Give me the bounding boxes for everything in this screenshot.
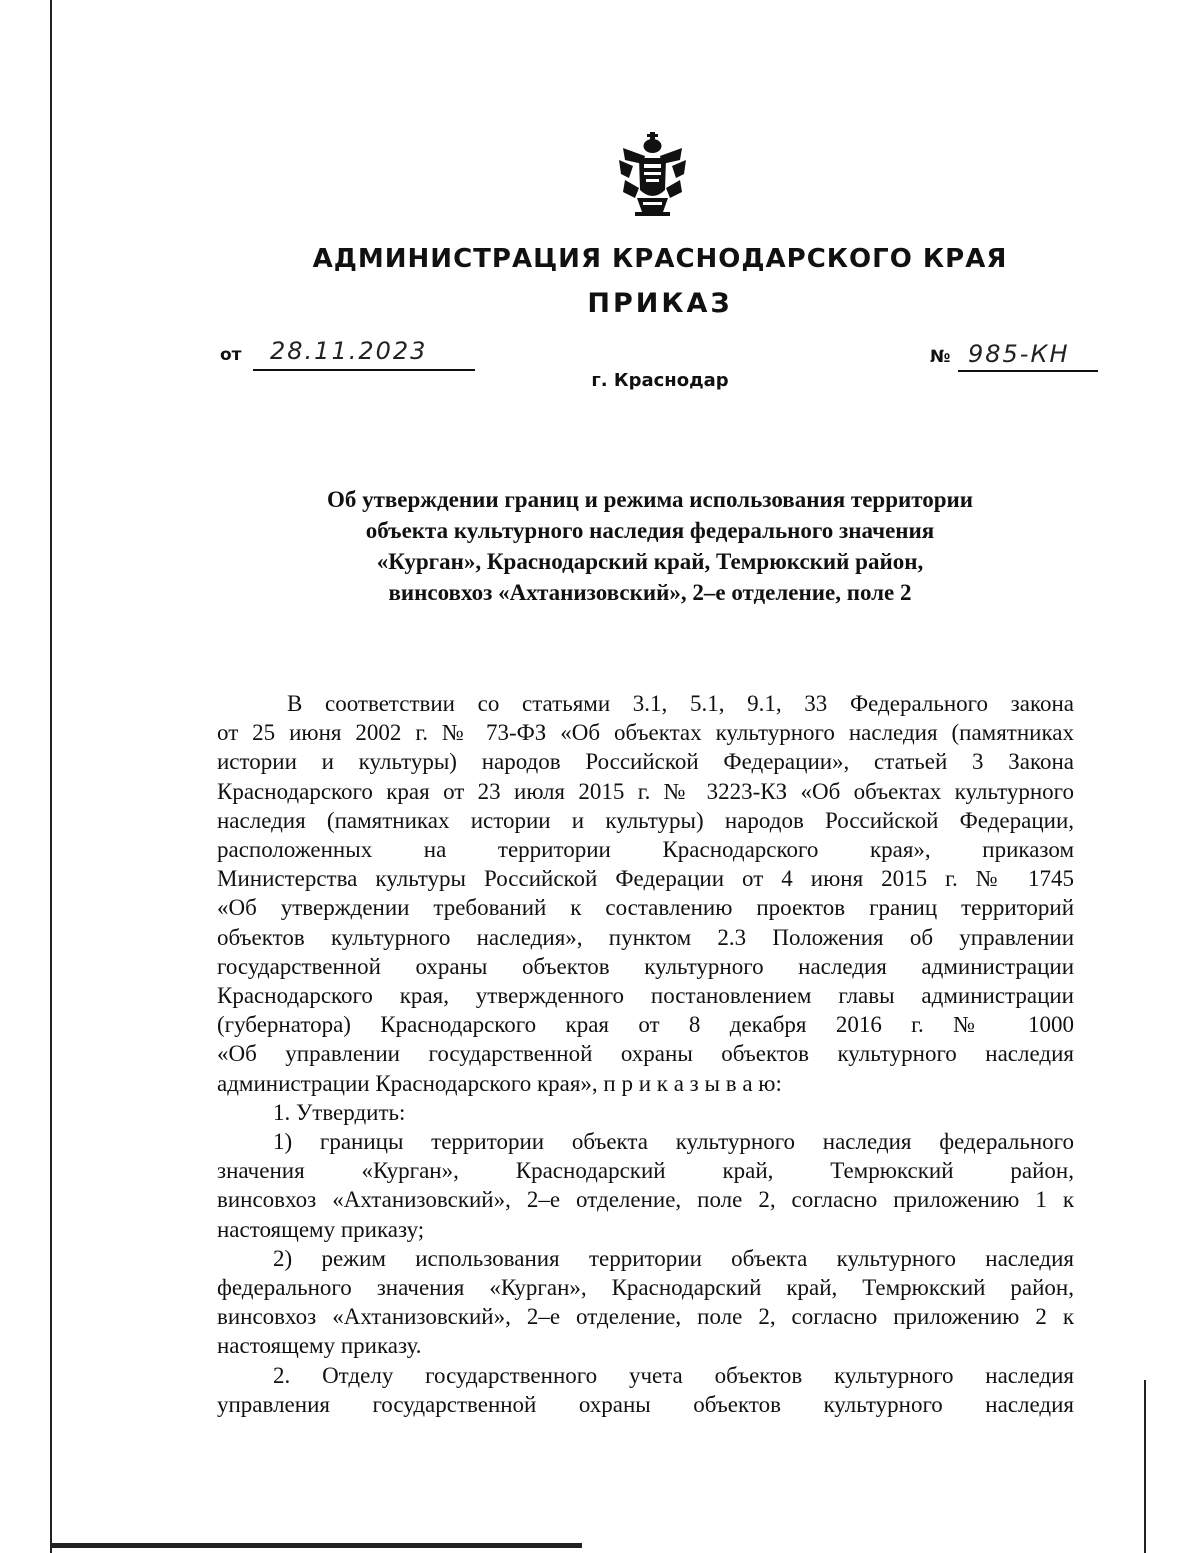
date-value-handwritten: 28.11.2023 [270,337,428,365]
body-line: 2) режим использования территории объекта культурного наследия [273,1245,1074,1271]
body-line: настоящему приказу. [217,1333,422,1359]
scan-edge-right [1144,1380,1146,1553]
body-line: «Об утверждении требований к составлению проектов границ территорий [217,895,1074,921]
body-line: государственной охраны объектов культурного наследия администрации [217,953,1074,979]
date-label: от [220,345,242,365]
body-line: администрации Краснодарского края», п р и к а з ы в а ю: [217,1070,782,1096]
body-line: 1. Утвердить: [273,1099,406,1125]
document-body [217,689,1074,1419]
number-value-handwritten: 985-КН [968,340,1070,368]
body-line: «Об управлении государственной охраны объектов культурного наследия [217,1041,1074,1067]
city-name: г. Краснодар [591,370,729,391]
body-line: (губернатора) Краснодарского края от 8 декабря 2016 г. № 1000 [217,1012,1074,1038]
body-line: 1) границы территории объекта культурного наследия федерального [273,1129,1074,1155]
title-line: Об утверждении границ и режима использования территории [326,487,974,512]
title-line: винсовхоз «Ахтанизовский», 2–е отделение, поле 2 [388,580,912,605]
body-line: федерального значения «Курган», Краснодарский край, Темрюкский район, [217,1275,1074,1301]
document-type: ПРИКАЗ [587,288,733,319]
body-line: В соответствии со статьями 3.1, 5.1, 9.1, 33 Федерального закона [287,691,1074,716]
body-line: наследия (памятниках истории и культуры) народов Российской Федерации, [217,807,1074,833]
body-line: значения «Курган», Краснодарский край, Темрюкский район, [217,1158,1074,1184]
body-line: 2. Отделу государственного учета объектов культурного наследия [273,1362,1074,1388]
organization-name: АДМИНИСТРАЦИЯ КРАСНОДАРСКОГО КРАЯ [312,244,1008,274]
body-line: расположенных на территории Краснодарского края», приказом [217,837,1074,863]
scan-edge-left [50,0,52,1553]
body-line: управления государственной охраны объектов культурного наследия [217,1391,1074,1417]
body-line: истории и культуры) народов Российской Федерации», статьей 3 Закона [217,749,1074,775]
title-line: «Курган», Краснодарский край, Темрюкский район, [376,549,924,574]
body-line: Краснодарского края от 23 июля 2015 г. № 3223-КЗ «Об объектах культурного [217,778,1074,804]
body-line: винсовхоз «Ахтанизовский», 2–е отделение, поле 2, согласно приложению 1 к [217,1187,1074,1213]
title-line: объекта культурного наследия федерального значения [365,518,935,543]
body-line: винсовхоз «Ахтанизовский», 2–е отделение, поле 2, согласно приложению 2 к [217,1304,1074,1330]
body-line: Краснодарского края, утвержденного постановлением главы администрации [217,983,1074,1009]
document-title [210,484,1090,608]
body-line: настоящему приказу; [217,1216,425,1242]
coat-of-arms-icon [615,130,690,218]
body-line: Министерства культуры Российской Федерации от 4 июня 2015 г. № 1745 [217,866,1074,892]
scan-edge-bottom [52,1543,582,1548]
body-line: объектов культурного наследия», пунктом 2.3 Положения об управлении [217,924,1074,950]
body-line: от 25 июня 2002 г. № 73-ФЗ «Об объектах культурного наследия (памятниках [217,720,1074,746]
number-label: № [930,347,951,367]
